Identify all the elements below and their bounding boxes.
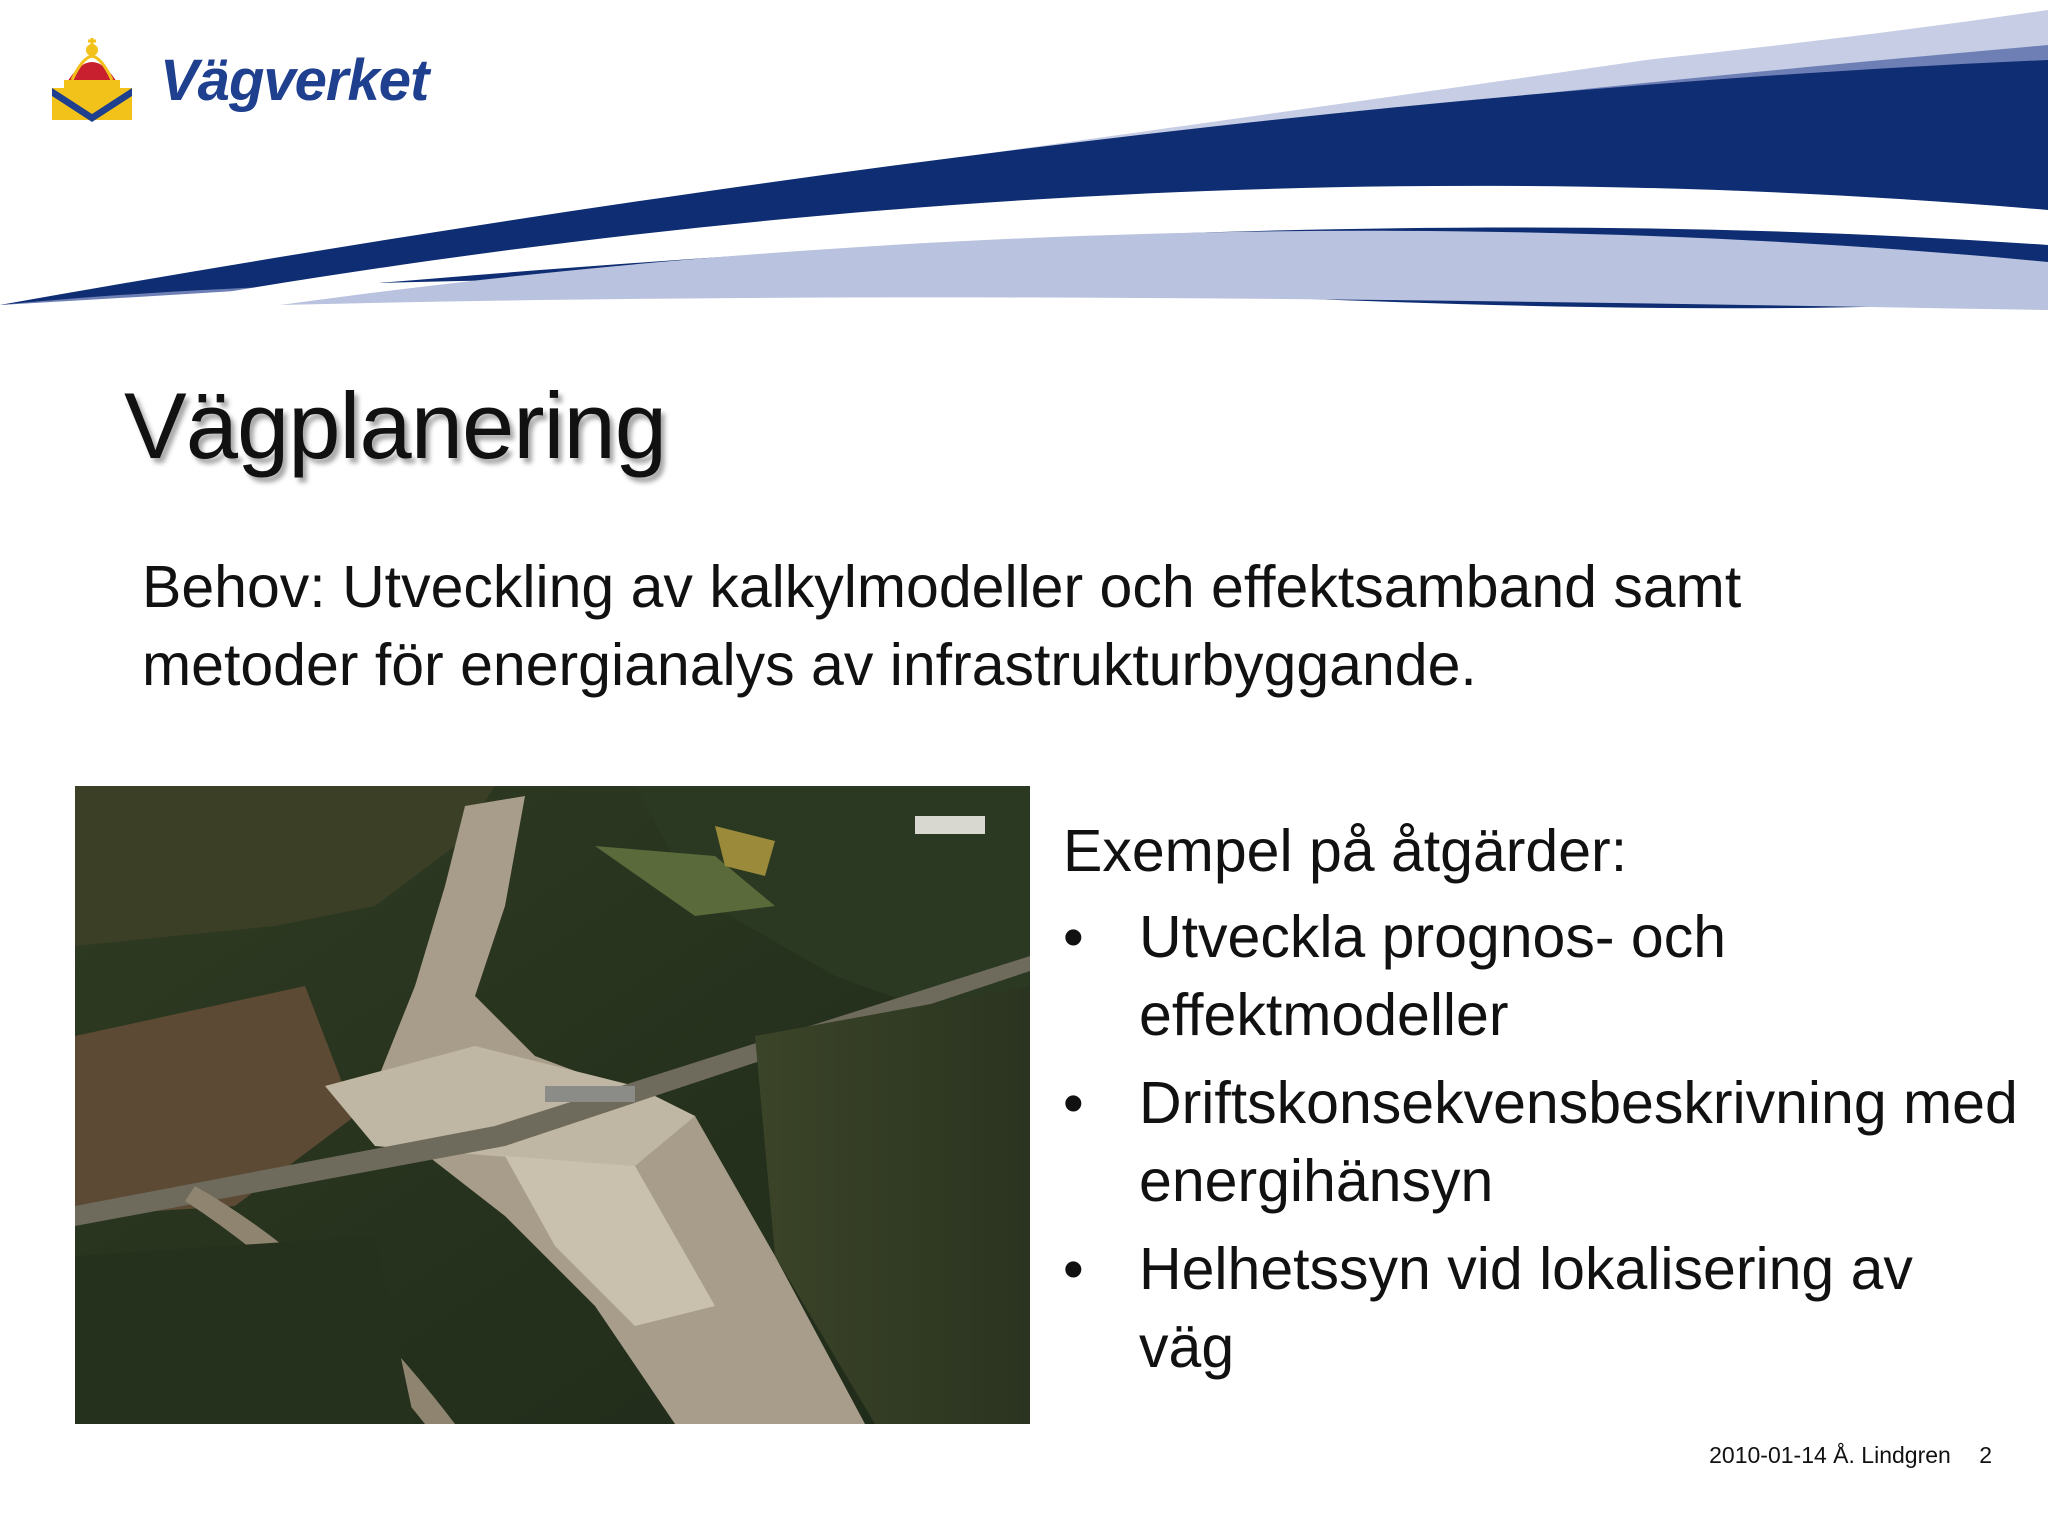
slide-title: Vägplanering — [124, 373, 666, 478]
page-number: 2 — [1979, 1442, 1992, 1468]
list-item — [1063, 1064, 2023, 1220]
slide-footer — [1709, 1442, 1992, 1469]
list-item-text: Utveckla prognos- och effektmodeller — [1139, 904, 1727, 1048]
list-item-text: Helhetssyn vid lokalisering av väg — [1139, 1236, 1913, 1380]
bullet-icon: • — [1063, 1236, 1084, 1302]
list-item — [1063, 898, 2023, 1054]
bullet-icon: • — [1063, 1070, 1084, 1136]
need-statement: Behov: Utveckling av kalkylmodeller och effektsamband samt metoder för energianalys av infrastrukturbyggande. — [142, 554, 1742, 698]
list-item-text: Driftskonsekvensbeskrivning med energihänsyn — [1139, 1070, 2018, 1214]
brand-name: Vägverket — [160, 47, 429, 113]
examples-section — [1063, 812, 2023, 1396]
examples-heading: Exempel på åtgärder: — [1063, 818, 1628, 884]
bullet-icon: • — [1063, 904, 1084, 970]
aerial-road-construction-photo — [75, 786, 1030, 1424]
footer-date-author: 2010-01-14 Å. Lindgren — [1709, 1442, 1951, 1468]
examples-list — [1063, 898, 2023, 1386]
list-item — [1063, 1230, 2023, 1386]
vagverket-logo — [42, 30, 428, 130]
crown-emblem-icon — [42, 30, 142, 130]
